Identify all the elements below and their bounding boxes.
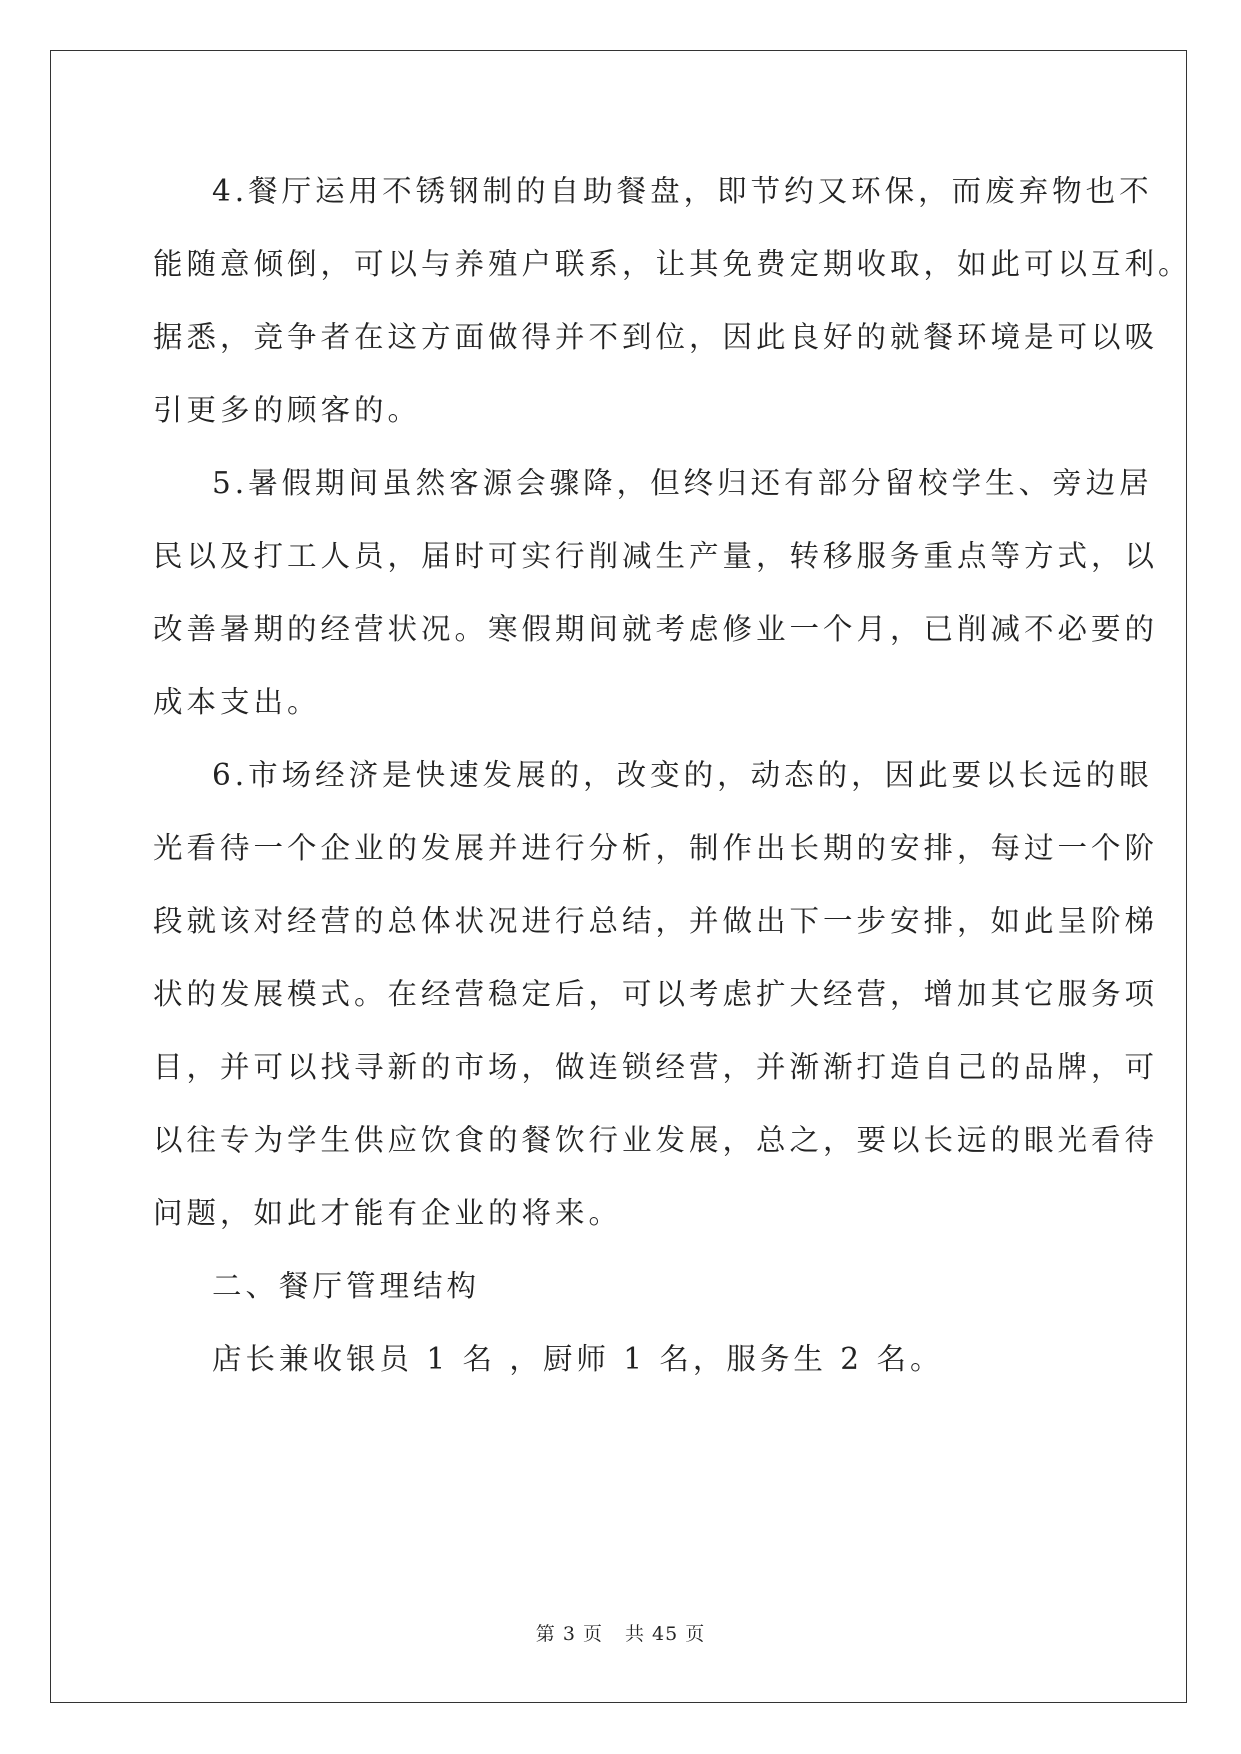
- page-total: 共 45 页: [624, 1623, 706, 1645]
- paragraph-line: 问题，如此才能有企业的将来。: [153, 1196, 623, 1230]
- paragraph-line: 引更多的顾客的。: [153, 393, 422, 427]
- paragraph-line: 能随意倾倒，可以与养殖户联系，让其免费定期收取，如此可以互利。: [153, 247, 1192, 281]
- paragraph-line: 成本支出。: [153, 685, 321, 719]
- page-footer: [0, 1619, 1241, 1646]
- section-heading: 二、餐厅管理结构: [212, 1269, 481, 1303]
- document-body: [153, 155, 1192, 1396]
- paragraph-line: 目，并可以找寻新的市场，做连锁经营，并渐渐打造自己的品牌，可: [153, 1050, 1159, 1084]
- page-number: 第 3 页: [535, 1623, 603, 1645]
- paragraph-line: 5.暑假期间虽然客源会骤降，但终归还有部分留校学生、旁边居: [212, 466, 1153, 500]
- paragraph-line: 段就该对经营的总体状况进行总结，并做出下一步安排，如此呈阶梯: [153, 904, 1159, 938]
- paragraph-line: 状的发展模式。在经营稳定后，可以考虑扩大经营，增加其它服务项: [153, 977, 1159, 1011]
- paragraph-line: 4.餐厅运用不锈钢制的自助餐盘，即节约又环保，而废弃物也不: [212, 174, 1153, 208]
- paragraph-line: 民以及打工人员，届时可实行削减生产量，转移服务重点等方式，以: [153, 539, 1159, 573]
- paragraph-line: 据悉，竞争者在这方面做得并不到位，因此良好的就餐环境是可以吸: [153, 320, 1159, 354]
- paragraph-line: 改善暑期的经营状况。寒假期间就考虑修业一个月，已削减不必要的: [153, 612, 1159, 646]
- paragraph-line: 光看待一个企业的发展并进行分析，制作出长期的安排，每过一个阶: [153, 831, 1159, 865]
- paragraph-line: 店长兼收银员 1 名 ，厨师 1 名，服务生 2 名。: [212, 1342, 944, 1376]
- paragraph-line: 以往专为学生供应饮食的餐饮行业发展，总之，要以长远的眼光看待: [153, 1123, 1159, 1157]
- paragraph-line: 6.市场经济是快速发展的，改变的，动态的，因此要以长远的眼: [212, 758, 1153, 792]
